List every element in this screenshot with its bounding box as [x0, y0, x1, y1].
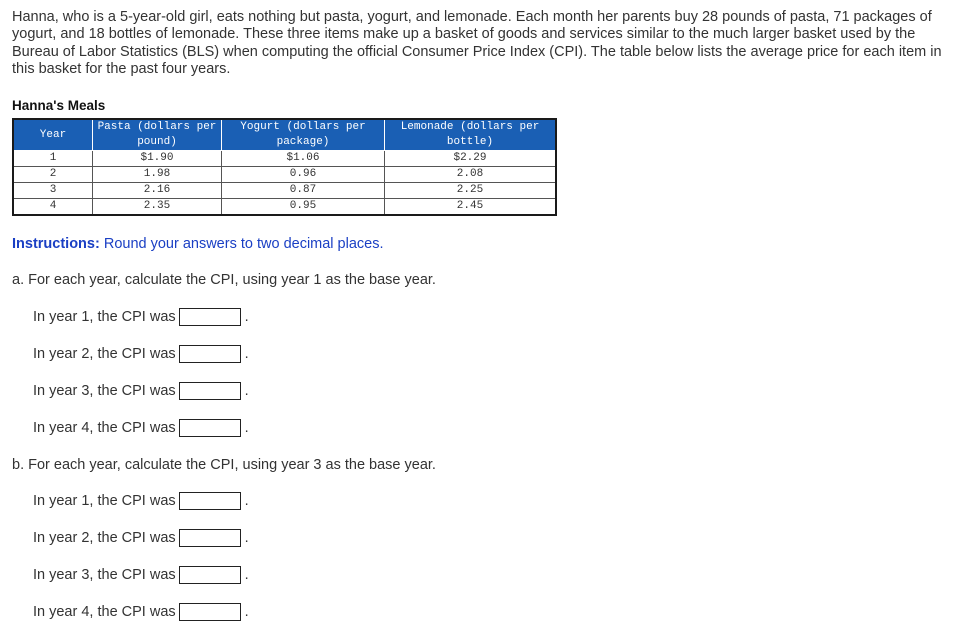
header-lemonade: Lemonade (dollars per bottle) — [385, 119, 557, 151]
question-label: In year 1, the CPI was — [33, 309, 176, 325]
cell-year: 4 — [13, 199, 93, 216]
header-year: Year — [13, 119, 93, 151]
table-title: Hanna's Meals — [12, 98, 106, 113]
problem-intro: Hanna, who is a 5-year-old girl, eats nothing but pasta, yogurt, and lemonade. Each month her parents buy 28 pounds of pasta, 71 packages of yogurt, and 18 bottles of lemonade. These three items make up a basket of goods and services similar to the much larger basket used by the Bureau of Labor Statistics (BLS) when computing the official Consumer Price Index (CPI). The table below lists the average price for each item in this basket for the past four years. — [12, 9, 942, 77]
question-label: In year 3, the CPI was — [33, 567, 176, 583]
cell-lemonade: 2.45 — [385, 199, 557, 216]
part-b-prompt: b. For each year, calculate the CPI, using year 3 as the base year. — [12, 457, 436, 473]
period: . — [244, 493, 249, 509]
cpi-answer-input[interactable] — [179, 566, 241, 584]
part-a-prompt: a. For each year, calculate the CPI, using year 1 as the base year. — [12, 272, 436, 288]
cpi-answer-input[interactable] — [179, 382, 241, 400]
cell-yogurt: 0.95 — [222, 199, 385, 216]
cell-year: 2 — [13, 167, 93, 183]
instructions-label: Instructions: — [12, 236, 100, 252]
question-label: In year 3, the CPI was — [33, 383, 176, 399]
table-row — [13, 151, 556, 167]
cpi-answer-input[interactable] — [179, 308, 241, 326]
period: . — [244, 346, 249, 362]
instructions-text: Round your answers to two decimal places. — [99, 236, 384, 252]
cell-pasta: 1.98 — [93, 167, 222, 183]
part-a-question-year-4 — [33, 418, 249, 438]
table-row — [13, 199, 556, 216]
part-b-question-year-4 — [33, 602, 249, 622]
header-yogurt: Yogurt (dollars per package) — [222, 119, 385, 151]
part-a-question-year-3 — [33, 381, 249, 401]
cpi-answer-input[interactable] — [179, 419, 241, 437]
cell-pasta: 2.35 — [93, 199, 222, 216]
period: . — [244, 383, 249, 399]
question-label: In year 4, the CPI was — [33, 420, 176, 436]
part-a-question-year-2 — [33, 344, 249, 364]
cpi-answer-input[interactable] — [179, 345, 241, 363]
period: . — [244, 309, 249, 325]
cpi-answer-input[interactable] — [179, 603, 241, 621]
table-row — [13, 167, 556, 183]
cell-yogurt: $1.06 — [222, 151, 385, 167]
period: . — [244, 530, 249, 546]
header-pasta: Pasta (dollars per pound) — [93, 119, 222, 151]
table-row — [13, 183, 556, 199]
part-a-question-year-1 — [33, 307, 249, 327]
instructions — [12, 236, 384, 252]
cell-year: 1 — [13, 151, 93, 167]
period: . — [244, 604, 249, 620]
period: . — [244, 567, 249, 583]
question-label: In year 2, the CPI was — [33, 530, 176, 546]
period: . — [244, 420, 249, 436]
cell-year: 3 — [13, 183, 93, 199]
question-label: In year 1, the CPI was — [33, 493, 176, 509]
question-label: In year 4, the CPI was — [33, 604, 176, 620]
cell-yogurt: 0.96 — [222, 167, 385, 183]
part-b-question-year-2 — [33, 528, 249, 548]
cell-pasta: $1.90 — [93, 151, 222, 167]
part-b-question-year-3 — [33, 565, 249, 585]
cell-lemonade: 2.08 — [385, 167, 557, 183]
cell-pasta: 2.16 — [93, 183, 222, 199]
cpi-answer-input[interactable] — [179, 529, 241, 547]
meals-price-table — [12, 118, 557, 216]
question-label: In year 2, the CPI was — [33, 346, 176, 362]
cell-lemonade: $2.29 — [385, 151, 557, 167]
cell-lemonade: 2.25 — [385, 183, 557, 199]
part-b-question-year-1 — [33, 491, 249, 511]
cpi-answer-input[interactable] — [179, 492, 241, 510]
table-header-row — [13, 119, 556, 151]
cell-yogurt: 0.87 — [222, 183, 385, 199]
